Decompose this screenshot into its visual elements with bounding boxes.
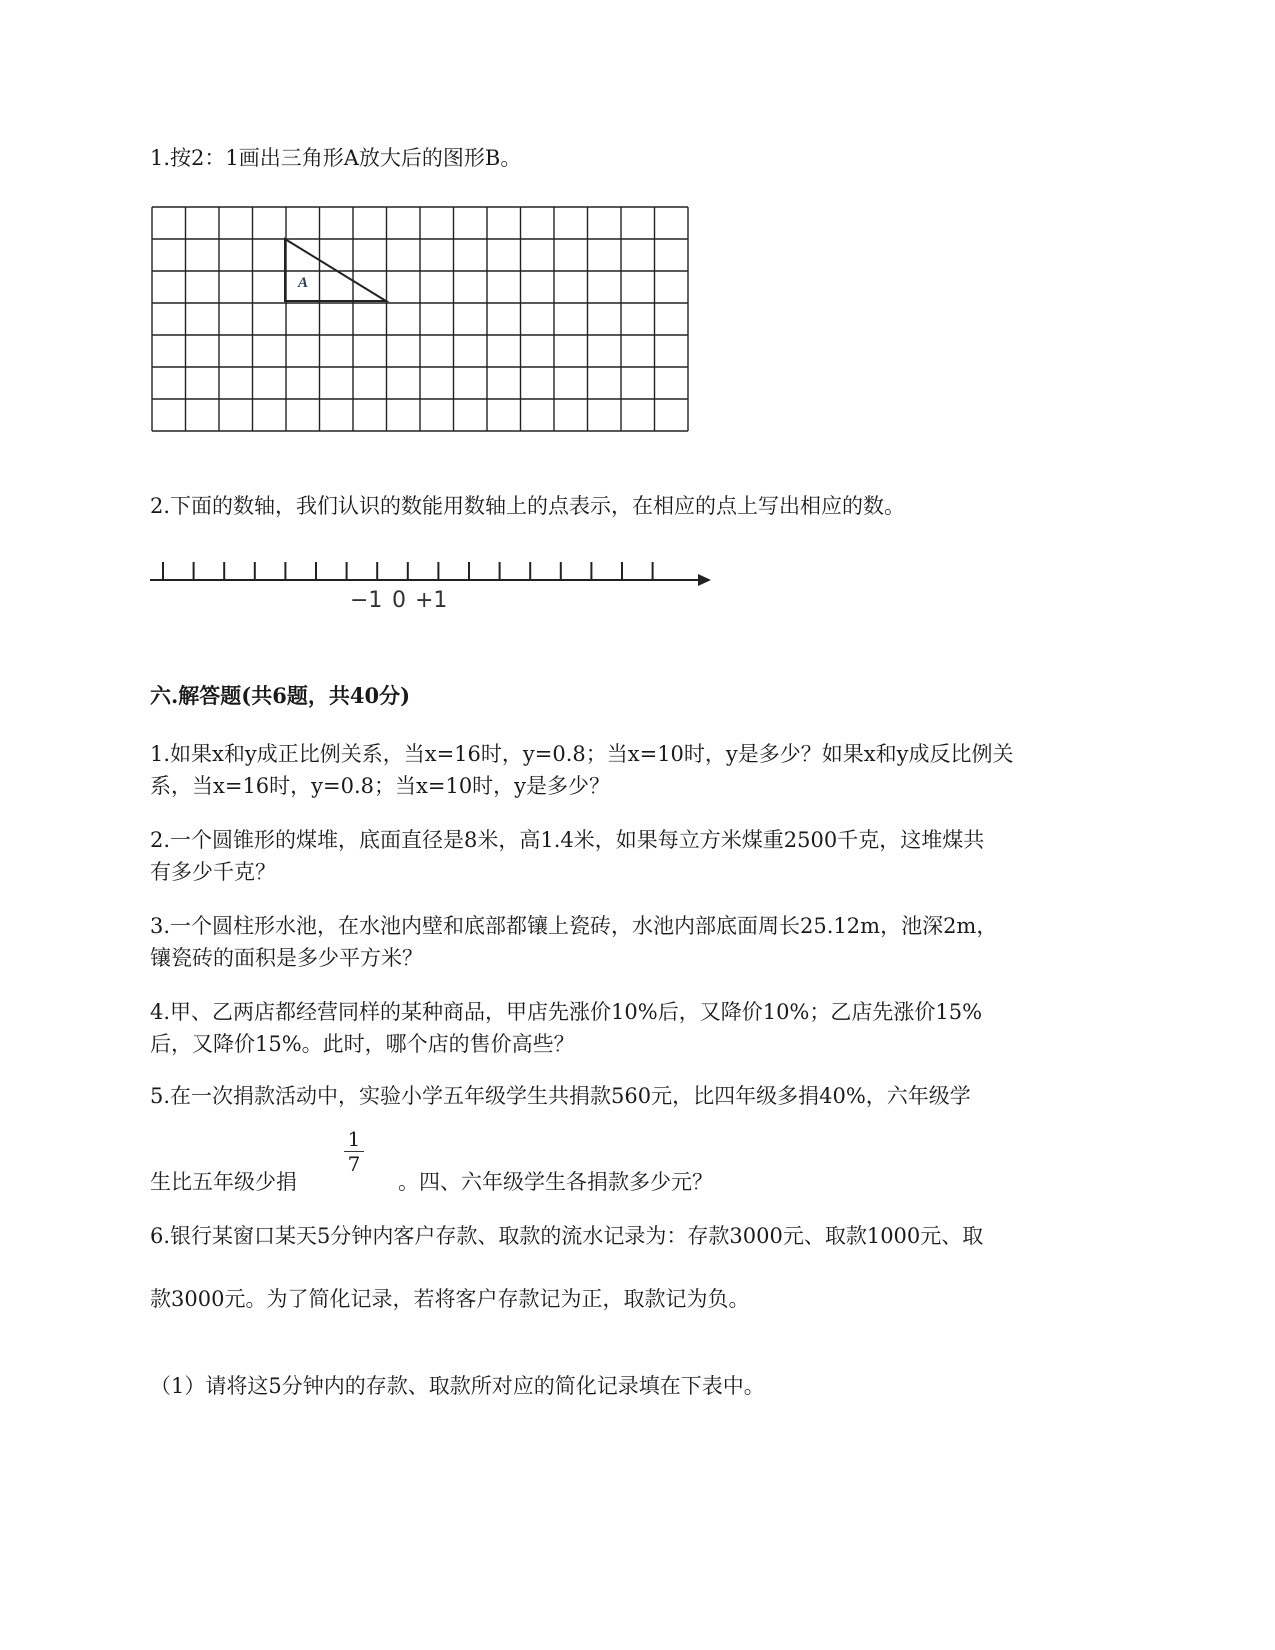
answer-q5-line2a: 生比五年级少捐 (150, 1170, 297, 1194)
answer-q4-line2: 后，又降价15%。此时，哪个店的售价高些？ (150, 1032, 575, 1056)
label-zero: 0 (392, 588, 406, 613)
answer-q3-line2: 镶瓷砖的面积是多少平方米？ (150, 946, 423, 970)
answer-q6-line1: 6.银行某窗口某天5分钟内客户存款、取款的流水记录为：存款3000元、取款1000元、取 (150, 1224, 984, 1248)
fraction-one-seventh (342, 1128, 366, 1175)
answer-q4-line1: 4.甲、乙两店都经营同样的某种商品，甲店先涨价10%后，又降价10%；乙店先涨价15% (150, 1000, 983, 1024)
answer-q1-line1: 1.如果x和y成正比例关系，当x=16时，y=0.8；当x=10时，y是多少？如果x和y成反比例关 (150, 742, 1014, 766)
question-2-text: 2.下面的数轴，我们认识的数能用数轴上的点表示，在相应的点上写出相应的数。 (150, 494, 906, 518)
triangle-a (285, 239, 386, 301)
answer-q5-line2b: 。四、六年级学生各捐款多少元？ (398, 1170, 713, 1194)
answer-q6-line2: 款3000元。为了简化记录，若将客户存款记为正，取款记为负。 (150, 1287, 750, 1311)
label-neg-one: −1 (350, 588, 383, 613)
answer-q1-line2: 系，当x=16时，y=0.8；当x=10时，y是多少？ (150, 774, 611, 798)
grid-figure (150, 205, 692, 433)
answer-q3-line1: 3.一个圆柱形水池，在水池内壁和底部都镶上瓷砖，水池内部底面周长25.12m，池深2m， (150, 914, 998, 938)
number-line (145, 555, 715, 615)
answer-q5-line1: 5.在一次捐款活动中，实验小学五年级学生共捐款560元，比四年级多捐40%，六年级学 (150, 1084, 971, 1108)
answer-q2-line1: 2.一个圆锥形的煤堆，底面直径是8米，高1.4米，如果每立方米煤重2500千克，这堆煤共 (150, 828, 985, 852)
question-1-text: 1.按2：1画出三角形A放大后的图形B。 (150, 146, 522, 170)
answer-q2-line2: 有多少千克？ (150, 860, 276, 884)
triangle-a-label: A (298, 275, 309, 291)
answer-q6-sub1: （1）请将这5分钟内的存款、取款所对应的简化记录填在下表中。 (150, 1374, 765, 1398)
section-heading: 六.解答题(共6题，共40分) (150, 683, 411, 708)
label-pos-one: +1 (415, 588, 448, 613)
fraction-denominator: 7 (347, 1152, 361, 1176)
arrow-head-icon (698, 574, 711, 586)
fraction-numerator: 1 (347, 1127, 361, 1151)
